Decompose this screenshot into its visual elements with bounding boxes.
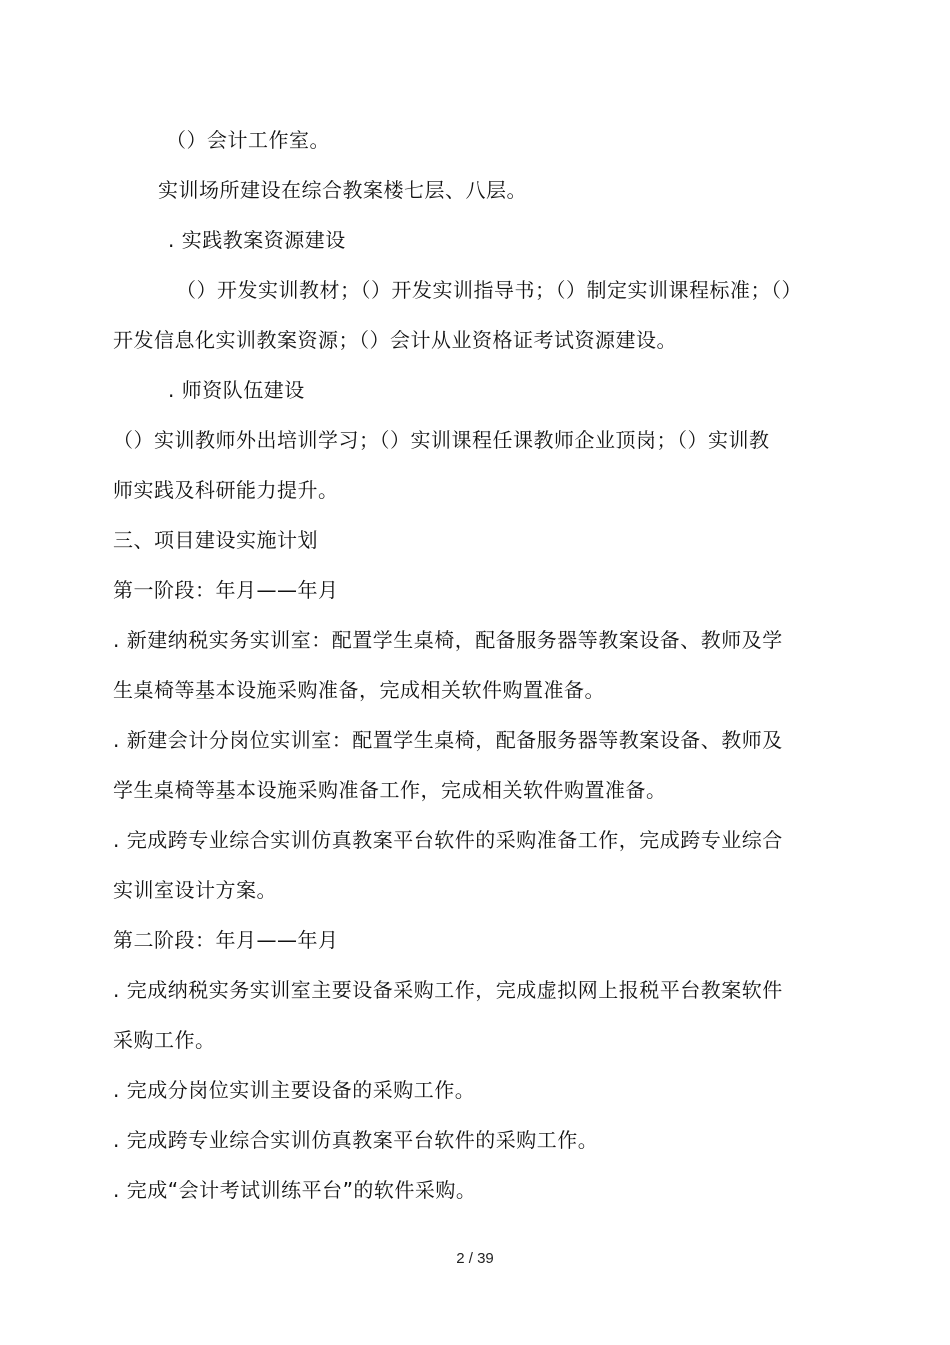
- stage-one-heading: 第一阶段：年月——年月: [113, 578, 339, 602]
- stage-two-item-4: . 完成“会计考试训练平台”的软件采购。: [113, 1178, 477, 1202]
- heading-practice-resources: . 实践教案资源建设: [168, 228, 346, 252]
- line-training-site: 实训场所建设在综合教案楼七层、八层。: [158, 178, 527, 202]
- stage-one-item-3a: . 完成跨专业综合实训仿真教案平台软件的采购准备工作，完成跨专业综合: [113, 828, 783, 852]
- section-heading-plan: 三、项目建设实施计划: [113, 528, 318, 552]
- line-accounting-studio: （）会计工作室。: [166, 128, 330, 152]
- stage-two-item-1a: . 完成纳税实务实训室主要设备采购工作，完成虚拟网上报税平台教案软件: [113, 978, 783, 1002]
- stage-one-item-3b: 实训室设计方案。: [113, 878, 277, 902]
- stage-two-item-2: . 完成分岗位实训主要设备的采购工作。: [113, 1078, 476, 1102]
- stage-one-item-2a: . 新建会计分岗位实训室：配置学生桌椅，配备服务器等教案设备、教师及: [113, 728, 783, 752]
- line-resources-items-2: 开发信息化实训教案资源；（）会计从业资格证考试资源建设。: [113, 328, 677, 352]
- stage-one-item-2b: 学生桌椅等基本设施采购准备工作，完成相关软件购置准备。: [113, 778, 667, 802]
- stage-one-item-1a: . 新建纳税实务实训室：配置学生桌椅，配备服务器等教案设备、教师及学: [113, 628, 783, 652]
- stage-two-item-3: . 完成跨专业综合实训仿真教案平台软件的采购工作。: [113, 1128, 599, 1152]
- stage-two-heading: 第二阶段：年月——年月: [113, 928, 339, 952]
- line-resources-items-1: （）开发实训教材；（）开发实训指导书；（）制定实训课程标准；（）: [176, 278, 802, 302]
- stage-two-item-1b: 采购工作。: [113, 1028, 216, 1052]
- line-faculty-items-1: （）实训教师外出培训学习；（）实训课程任课教师企业顶岗；（）实训教: [113, 428, 770, 452]
- stage-one-item-1b: 生桌椅等基本设施采购准备，完成相关软件购置准备。: [113, 678, 605, 702]
- page-number: 2 / 39: [456, 1250, 494, 1267]
- line-faculty-items-2: 师实践及科研能力提升。: [113, 478, 339, 502]
- heading-faculty: . 师资队伍建设: [168, 378, 305, 402]
